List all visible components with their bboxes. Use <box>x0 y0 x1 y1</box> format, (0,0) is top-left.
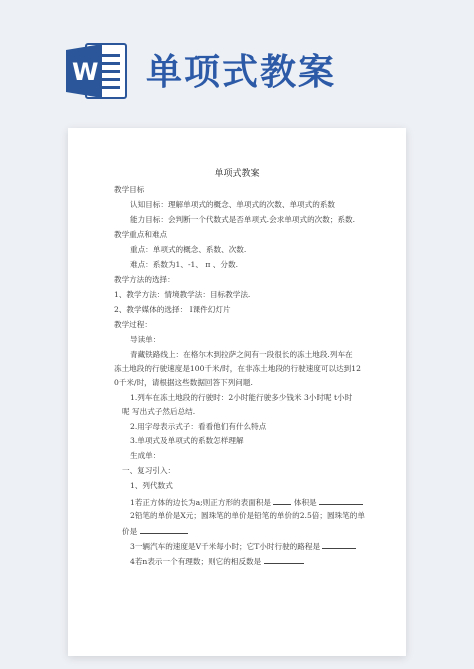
doc-line: 教学重点和难点 <box>114 230 168 239</box>
word-icon <box>64 38 130 104</box>
doc-line-text: 1若正方体的边长为a;则正方形的表面积是 <box>130 498 272 507</box>
doc-line: 一、复习引入： <box>122 466 176 475</box>
doc-line-text: 价是 <box>122 527 138 536</box>
doc-line: 生成单： <box>130 451 161 460</box>
doc-line-text: 3一辆汽车的速度是V千米每小时；它T小时行驶的路程是 <box>130 542 321 551</box>
document-title: 单项式教案 <box>214 169 260 179</box>
doc-line: 2、教学媒体的选择： I课件幻灯片 <box>114 305 231 314</box>
answer-blank <box>140 525 188 534</box>
answer-blank <box>264 555 304 564</box>
doc-line-text: 4若n表示一个有理数；则它的相反数是 <box>130 557 262 566</box>
doc-line: 认知目标：理解单项式的概念、单项式的次数、单项式的系数 <box>130 200 336 209</box>
banner <box>0 0 474 120</box>
doc-line: 3.单项式及单项式的系数怎样理解 <box>130 436 244 445</box>
doc-line-with-blank <box>130 496 363 508</box>
doc-line: 呢 写出式子然后总结. <box>122 407 196 416</box>
doc-line: 青藏铁路线上：在格尔木到拉萨之间有一段很长的冻土地段.列车在 <box>130 350 353 359</box>
doc-line: 难点：系数为1、-1、 π 、分数. <box>130 260 238 269</box>
doc-line: 教学目标 <box>114 185 145 194</box>
doc-line: 1.列车在冻土地段的行驶时：2小时能行驶多少钱米 3小时呢 t小时 <box>130 393 353 402</box>
doc-line: 1、教学方法：情境教学法：目标教学法. <box>114 290 251 299</box>
doc-line: 冻土地段的行驶速度是100千米/时，在非冻土地段的行驶速度可以达到12 <box>114 364 361 373</box>
doc-line-with-blank <box>122 525 188 537</box>
doc-line: 0千米/时，请根据这些数据回答下列问题. <box>114 378 253 387</box>
doc-line: 重点：单项式的概念、系数、次数. <box>130 245 247 254</box>
document-page <box>68 128 406 656</box>
doc-line-with-blank <box>130 555 304 567</box>
answer-blank <box>322 540 356 549</box>
doc-line: 能力目标：会判断一个代数式是否单项式.会求单项式的次数；系数. <box>130 215 356 224</box>
doc-line: 教学方法的选择： <box>114 275 175 284</box>
answer-blank <box>319 496 363 505</box>
doc-line: 教学过程： <box>114 320 152 329</box>
doc-line: 2.用字母表示式子：看看他们有什么特点 <box>130 422 267 431</box>
answer-blank <box>273 496 291 505</box>
banner-title: 单项式教案 <box>146 52 337 93</box>
doc-line: 1、列代数式 <box>130 481 173 490</box>
svg-text:W: W <box>72 58 99 86</box>
doc-line-text: 体积是 <box>293 498 317 507</box>
doc-line: 导读单： <box>130 335 161 344</box>
doc-line-with-blank <box>130 540 356 552</box>
doc-line: 2铅笔的单价是X元；圆珠笔的单价是铅笔的单价的2.5倍；圆珠笔的单 <box>130 511 365 520</box>
